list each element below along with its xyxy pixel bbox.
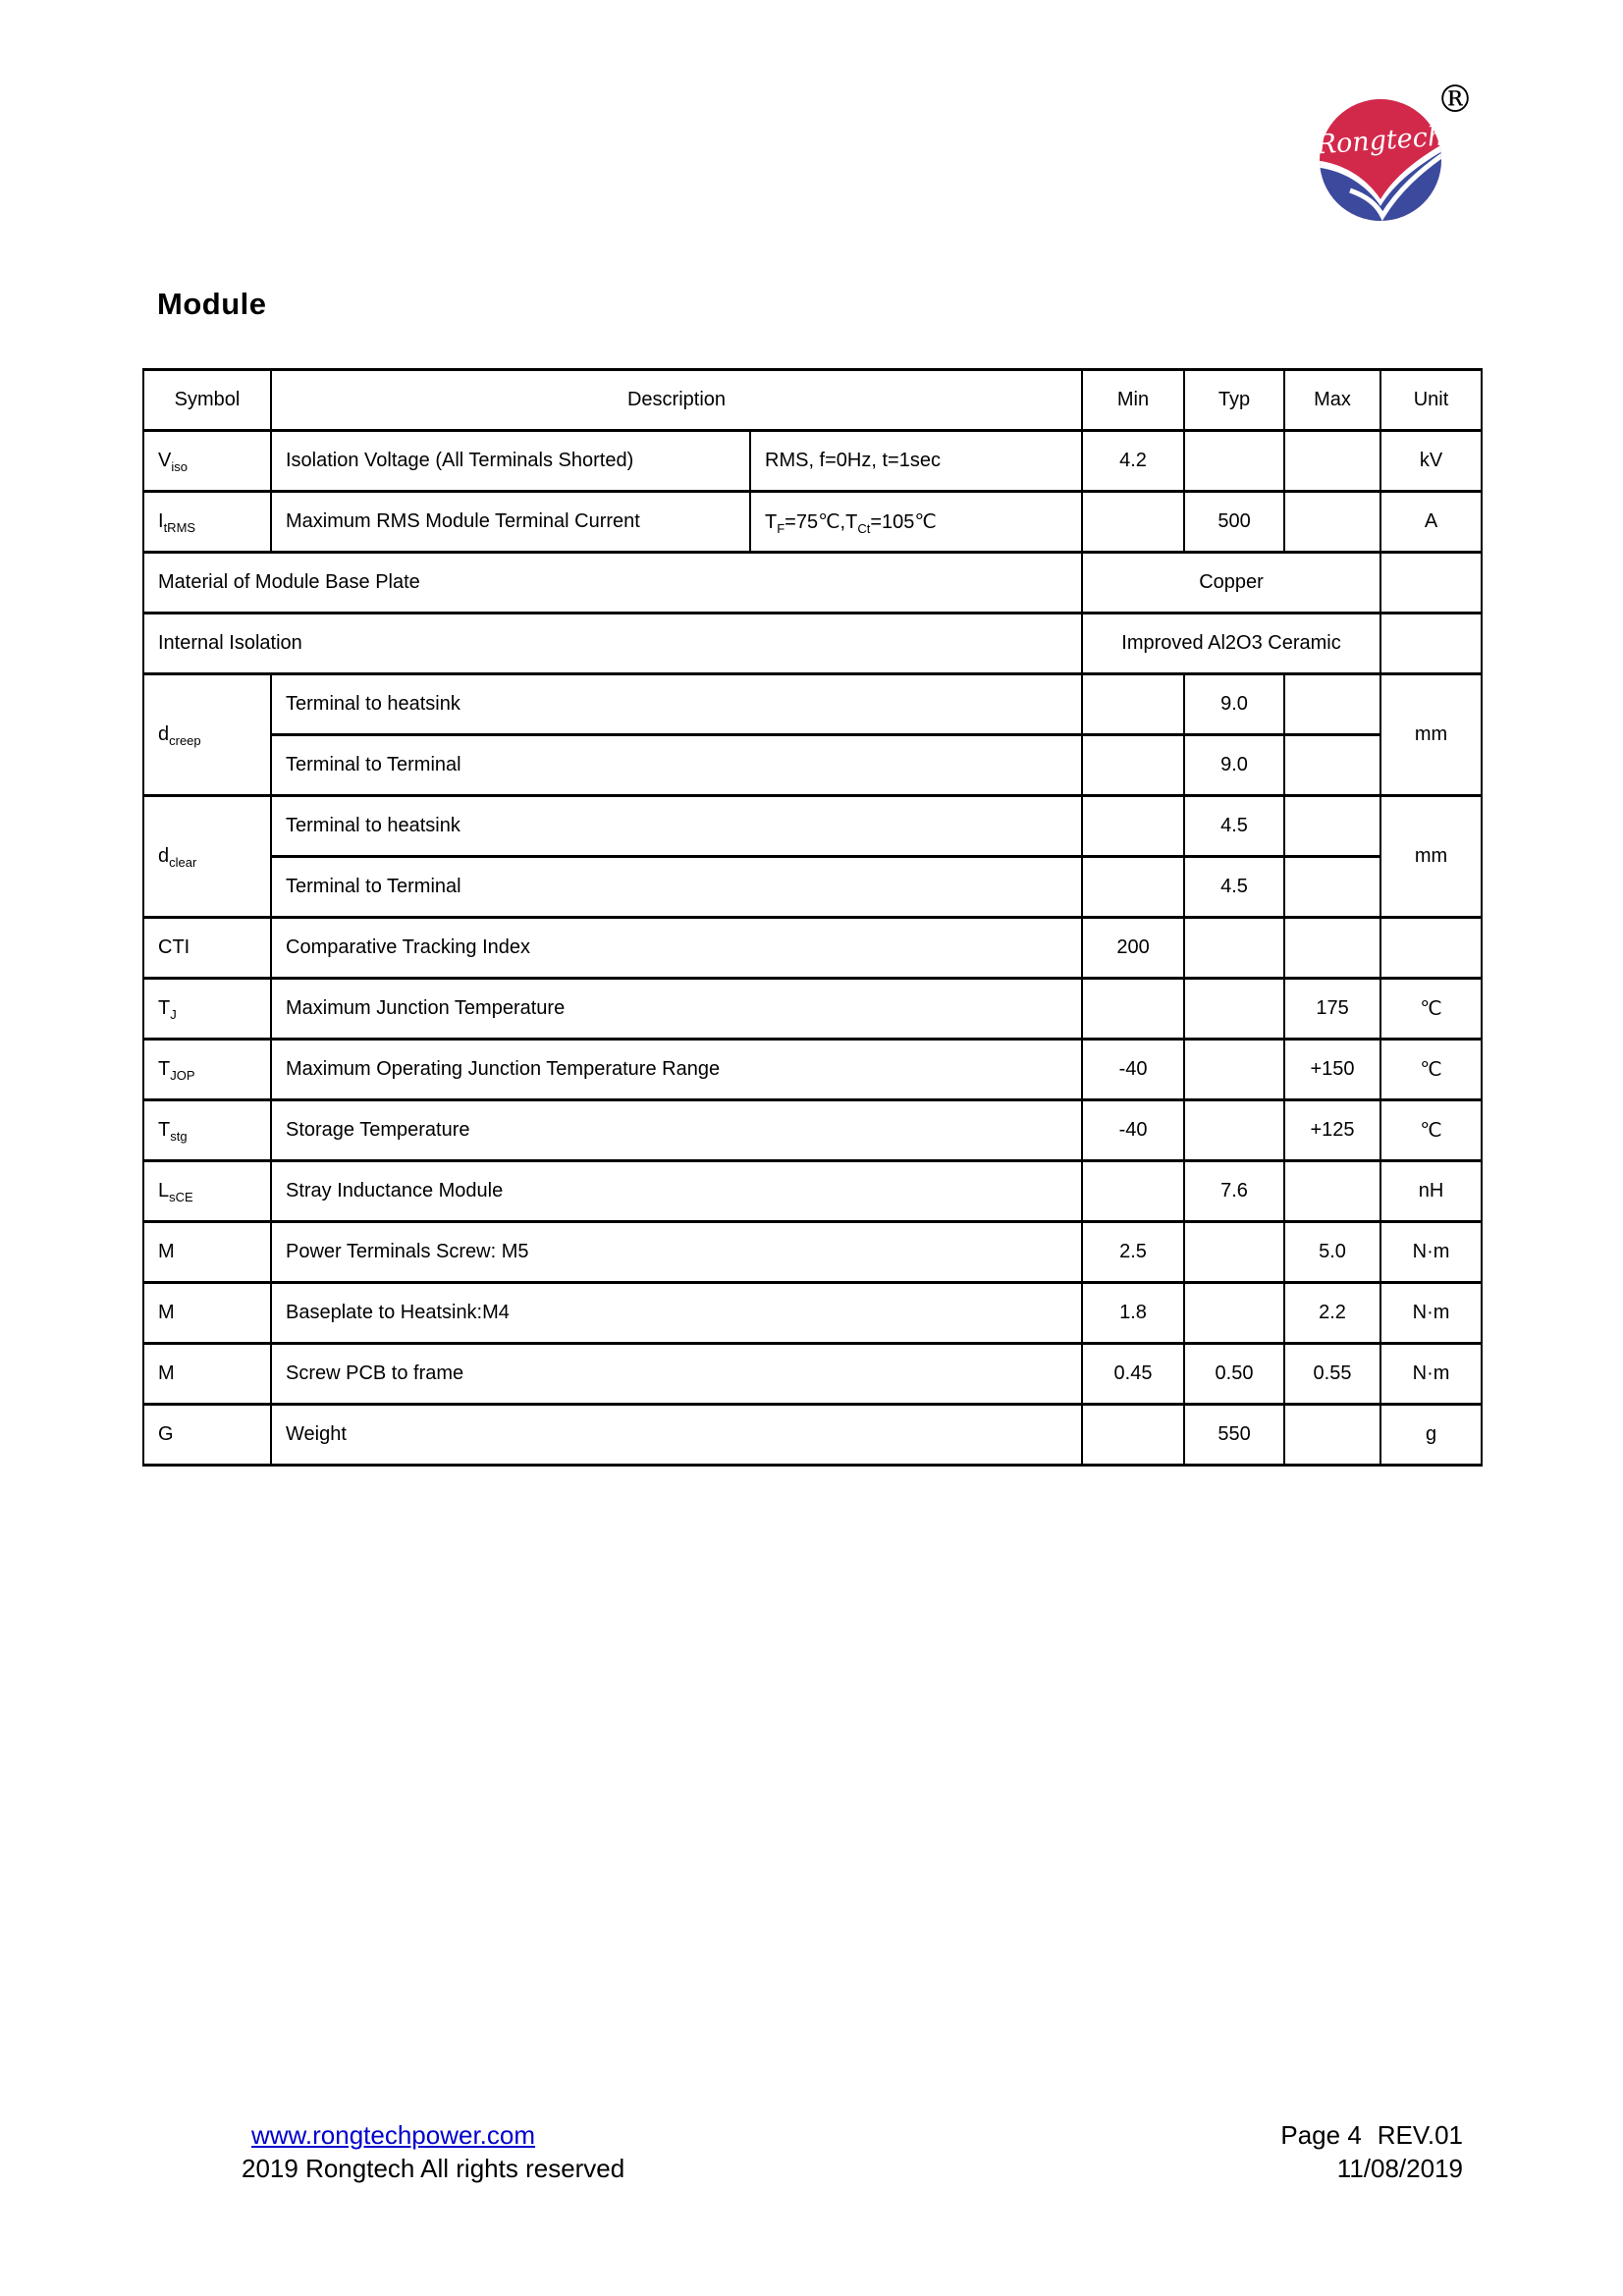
- cell-min: [1082, 735, 1184, 796]
- cell-unit: ℃: [1380, 979, 1482, 1040]
- cell-max: [1284, 431, 1380, 492]
- cell-typ: [1184, 1222, 1284, 1283]
- cell-min: [1082, 857, 1184, 918]
- cell-typ: 7.6: [1184, 1161, 1284, 1222]
- table-header-row: [143, 370, 1482, 431]
- cell-symbol: $I_{tRMS}$: [143, 492, 271, 553]
- cell-symbol: $T_{stg}$: [143, 1100, 271, 1161]
- cell-typ: [1184, 1040, 1284, 1100]
- table-row: [143, 796, 1482, 857]
- cell-description: Internal Isolation: [143, 614, 1082, 674]
- cell-min: [1082, 1405, 1184, 1466]
- table-row: [143, 674, 1482, 735]
- cell-min: 2.5: [1082, 1222, 1184, 1283]
- table-row: [143, 492, 1482, 553]
- cell-max: [1284, 492, 1380, 553]
- cell-min: 200: [1082, 918, 1184, 979]
- table-row: [143, 1161, 1482, 1222]
- cell-max: [1284, 674, 1380, 735]
- cell-typ: [1184, 918, 1284, 979]
- cell-unit: nH: [1380, 1161, 1482, 1222]
- cell-min: [1082, 674, 1184, 735]
- cell-description: Screw PCB to frame: [271, 1344, 1082, 1405]
- cell-max: [1284, 1405, 1380, 1466]
- cell-min: -40: [1082, 1040, 1184, 1100]
- header-unit: Unit: [1380, 370, 1482, 431]
- page-number: Page 4: [1280, 2120, 1362, 2150]
- cell-max: +125: [1284, 1100, 1380, 1161]
- registered-trademark-icon: ®: [1436, 78, 1474, 121]
- cell-description: Comparative Tracking Index: [271, 918, 1082, 979]
- cell-symbol: G: [143, 1405, 271, 1466]
- cell-description: Terminal to Terminal: [271, 857, 1082, 918]
- cell-symbol: CTI: [143, 918, 271, 979]
- cell-unit: g: [1380, 1405, 1482, 1466]
- table-row: [143, 1283, 1482, 1344]
- logo-brand-text: Rongtech: [1315, 121, 1446, 161]
- cell-unit: [1380, 553, 1482, 614]
- cell-max: [1284, 918, 1380, 979]
- cell-unit: N·m: [1380, 1283, 1482, 1344]
- cell-description: Storage Temperature: [271, 1100, 1082, 1161]
- rongtech-logo: [1306, 77, 1492, 239]
- table-row: [143, 1344, 1482, 1405]
- cell-typ: 9.0: [1184, 674, 1284, 735]
- cell-unit: ℃: [1380, 1040, 1482, 1100]
- rongtech-logo-graphic: [1306, 77, 1492, 239]
- table-row: [143, 1222, 1482, 1283]
- cell-unit: A: [1380, 492, 1482, 553]
- cell-description: Maximum Operating Junction Temperature Range: [271, 1040, 1082, 1100]
- cell-typ: 550: [1184, 1405, 1284, 1466]
- cell-symbol: $V_{iso}$: [143, 431, 271, 492]
- cell-max: [1284, 1161, 1380, 1222]
- cell-min: [1082, 1161, 1184, 1222]
- cell-max: 5.0: [1284, 1222, 1380, 1283]
- footer-right: [1280, 2118, 1463, 2185]
- cell-value: Improved Al2O3 Ceramic: [1082, 614, 1380, 674]
- cell-symbol: M: [143, 1283, 271, 1344]
- cell-symbol: $T_{JOP}$: [143, 1040, 271, 1100]
- copyright-text: 2019 Rongtech All rights reserved: [242, 2154, 625, 2183]
- website-link[interactable]: www.rongtechpower.com: [251, 2120, 536, 2150]
- cell-typ: [1184, 431, 1284, 492]
- cell-typ: 0.50: [1184, 1344, 1284, 1405]
- cell-symbol: $T_J$: [143, 979, 271, 1040]
- cell-min: [1082, 979, 1184, 1040]
- cell-symbol: $d_{creep}$: [143, 674, 271, 796]
- cell-typ: [1184, 979, 1284, 1040]
- cell-typ: [1184, 1283, 1284, 1344]
- cell-unit: N·m: [1380, 1344, 1482, 1405]
- cell-typ: 4.5: [1184, 857, 1284, 918]
- table-row: [143, 918, 1482, 979]
- cell-description: Maximum Junction Temperature: [271, 979, 1082, 1040]
- cell-unit: N·m: [1380, 1222, 1482, 1283]
- cell-symbol: M: [143, 1344, 271, 1405]
- cell-condition: $T_F=75℃,T_{Ct}=105℃$: [750, 492, 1082, 553]
- cell-min: [1082, 796, 1184, 857]
- cell-symbol: $L_{sCE}$: [143, 1161, 271, 1222]
- table-row: [143, 1100, 1482, 1161]
- table-row: [143, 735, 1482, 796]
- table-row: [143, 431, 1482, 492]
- cell-min: 4.2: [1082, 431, 1184, 492]
- cell-description: Maximum RMS Module Terminal Current: [271, 492, 750, 553]
- cell-typ: 9.0: [1184, 735, 1284, 796]
- revision-label: REV.01: [1377, 2120, 1463, 2150]
- cell-condition: RMS, f=0Hz, t=1sec: [750, 431, 1082, 492]
- cell-unit: mm: [1380, 796, 1482, 918]
- cell-description: Material of Module Base Plate: [143, 553, 1082, 614]
- cell-typ: 4.5: [1184, 796, 1284, 857]
- footer-left: [242, 2118, 624, 2185]
- cell-max: 175: [1284, 979, 1380, 1040]
- cell-min: -40: [1082, 1100, 1184, 1161]
- cell-max: [1284, 857, 1380, 918]
- cell-unit: [1380, 918, 1482, 979]
- table-row: [143, 614, 1482, 674]
- cell-description: Stray Inductance Module: [271, 1161, 1082, 1222]
- cell-typ: [1184, 1100, 1284, 1161]
- header-symbol: Symbol: [143, 370, 271, 431]
- cell-min: [1082, 492, 1184, 553]
- cell-max: [1284, 735, 1380, 796]
- footer-date: 11/08/2019: [1336, 2154, 1463, 2183]
- cell-typ: 500: [1184, 492, 1284, 553]
- table-row: [143, 979, 1482, 1040]
- cell-description: Power Terminals Screw: M5: [271, 1222, 1082, 1283]
- module-spec-table: [142, 368, 1483, 1467]
- table-row: [143, 1040, 1482, 1100]
- table-row: [143, 857, 1482, 918]
- cell-description: Terminal to heatsink: [271, 796, 1082, 857]
- cell-description: Weight: [271, 1405, 1082, 1466]
- cell-unit: mm: [1380, 674, 1482, 796]
- cell-max: 0.55: [1284, 1344, 1380, 1405]
- cell-symbol: M: [143, 1222, 271, 1283]
- header-max: Max: [1284, 370, 1380, 431]
- cell-value: Copper: [1082, 553, 1380, 614]
- header-description: Description: [271, 370, 1082, 431]
- page-title: Module: [157, 287, 267, 321]
- cell-symbol: $d_{clear}$: [143, 796, 271, 918]
- cell-max: 2.2: [1284, 1283, 1380, 1344]
- table-row: [143, 553, 1482, 614]
- cell-description: Terminal to heatsink: [271, 674, 1082, 735]
- cell-description: Terminal to Terminal: [271, 735, 1082, 796]
- table-row: [143, 1405, 1482, 1466]
- cell-unit: kV: [1380, 431, 1482, 492]
- cell-max: +150: [1284, 1040, 1380, 1100]
- cell-min: 0.45: [1082, 1344, 1184, 1405]
- cell-description: Baseplate to Heatsink:M4: [271, 1283, 1082, 1344]
- cell-unit: [1380, 614, 1482, 674]
- header-min: Min: [1082, 370, 1184, 431]
- cell-unit: ℃: [1380, 1100, 1482, 1161]
- cell-max: [1284, 796, 1380, 857]
- cell-min: 1.8: [1082, 1283, 1184, 1344]
- cell-description: Isolation Voltage (All Terminals Shorted): [271, 431, 750, 492]
- header-typ: Typ: [1184, 370, 1284, 431]
